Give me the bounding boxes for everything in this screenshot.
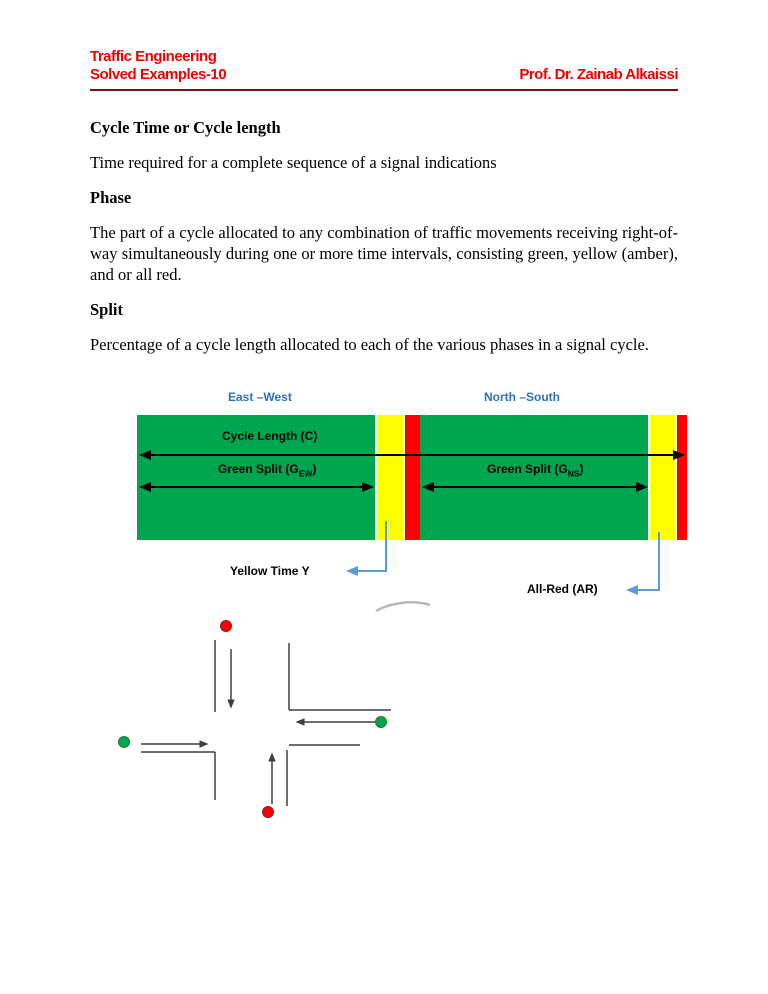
red-ew-segment <box>405 415 420 540</box>
all-red-label: All-Red (AR) <box>527 582 598 596</box>
green-split-ew-text: Green Split (G <box>218 462 299 476</box>
north-south-label: North –South <box>484 390 560 404</box>
green-split-ns-subscript: NS <box>567 468 580 479</box>
green-split-ew-close: ) <box>312 462 317 476</box>
green-split-ew-label <box>218 462 316 478</box>
green-split-ns-close: ) <box>579 462 584 476</box>
yellow-ew-segment <box>375 415 405 540</box>
east-signal-light <box>376 717 387 728</box>
para-cycle-time: Time required for a complete sequence of a signal indications <box>90 153 497 172</box>
yellow-time-label: Yellow Time Y <box>230 564 310 578</box>
para-phase: The part of a cycle allocated to any combination of traffic movements receiving right-of-way simultaneously during one or more time intervals, consisting green, yellow (amber), and or all red. <box>90 223 678 284</box>
west-signal-light <box>119 737 130 748</box>
heading-cycle-time: Cycle Time or Cycle length <box>90 118 281 137</box>
intersection-sketch <box>141 640 391 806</box>
header-subtitle: Solved Examples-10 <box>90 66 227 83</box>
north-signal-light <box>221 621 232 632</box>
green-split-ew-subscript: EW <box>298 468 313 479</box>
yellow-ns-segment <box>648 415 677 540</box>
south-signal-light <box>263 807 274 818</box>
heading-split: Split <box>90 300 124 319</box>
header-course-title: Traffic Engineering <box>90 48 217 65</box>
east-west-label: East –West <box>228 390 292 404</box>
header-author: Prof. Dr. Zainab Alkaissi <box>519 66 678 83</box>
page-header <box>90 48 678 91</box>
green-split-ns-text: Green Split (G <box>487 462 568 476</box>
stray-pen-mark <box>376 602 430 611</box>
cycle-length-label: Cycle Length (C) <box>222 429 318 443</box>
red-ns-segment <box>677 415 687 540</box>
green-split-ns-label <box>487 462 584 478</box>
document-body <box>90 118 678 370</box>
all-red-connector <box>628 532 659 590</box>
para-split: Percentage of a cycle length allocated to each of the various phases in a signal cycle. <box>90 335 649 354</box>
heading-phase: Phase <box>90 188 132 207</box>
